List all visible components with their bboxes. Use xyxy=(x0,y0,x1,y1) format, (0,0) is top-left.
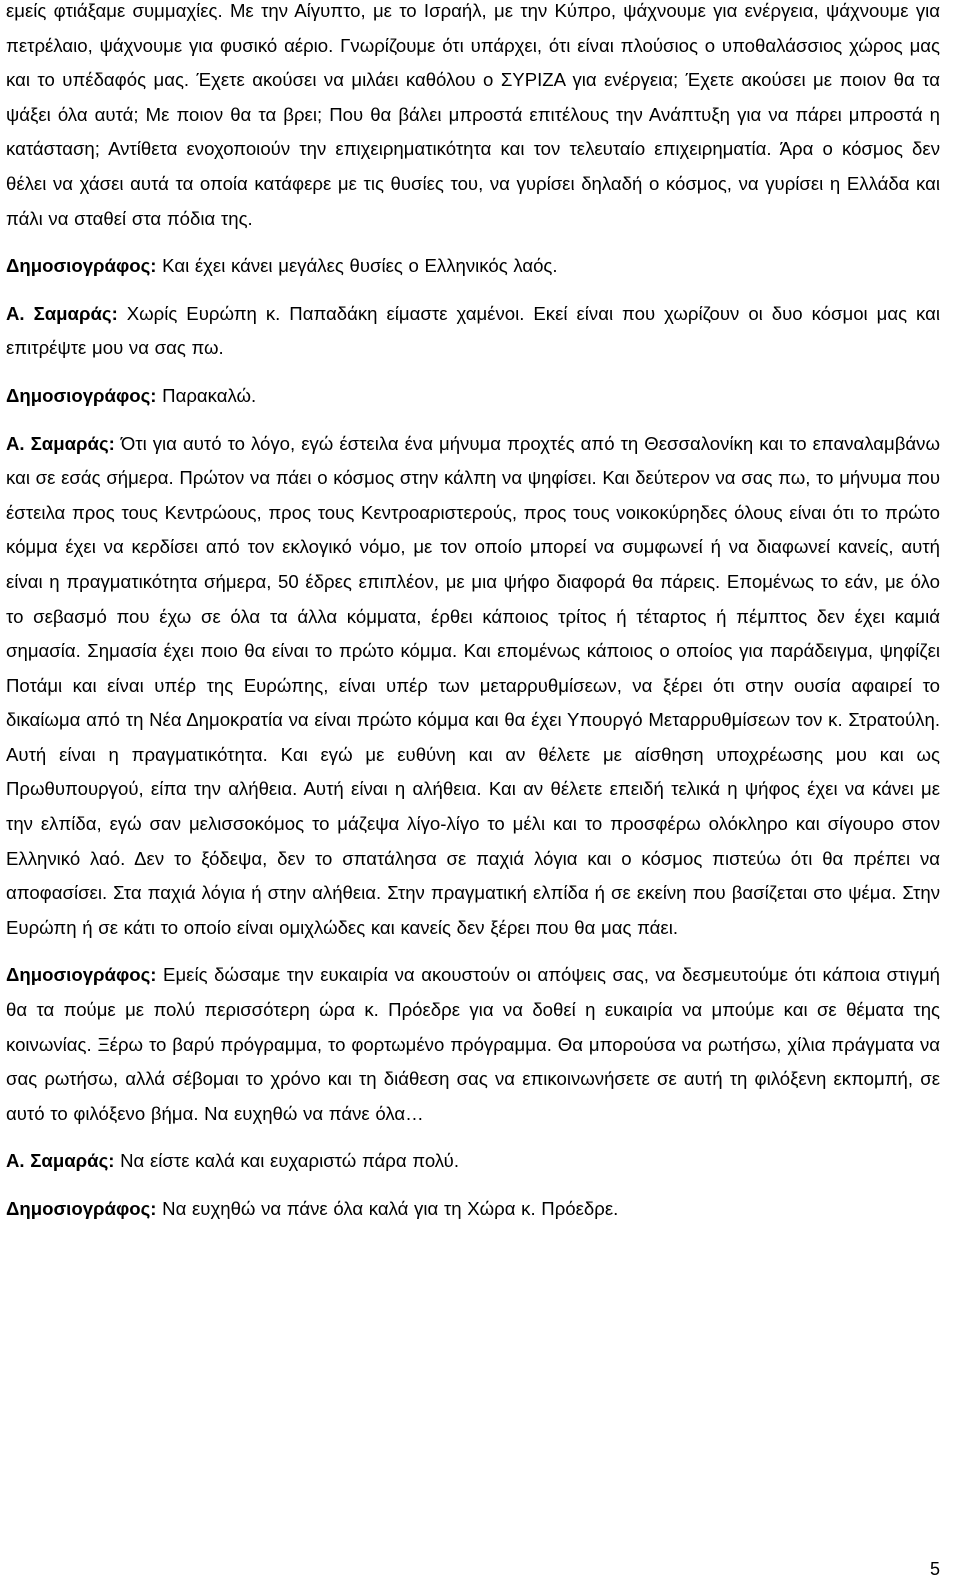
speaker-label: Α. Σαμαράς: xyxy=(6,1150,115,1172)
paragraph-journalist xyxy=(6,249,940,284)
paragraph-text: Παρακαλώ. xyxy=(156,384,257,406)
speaker-label: Δημοσιογράφος: xyxy=(6,255,157,277)
paragraph-text: Ότι για αυτό το λόγο, εγώ έστειλα ένα μήνυμα προχτές από τη Θεσσαλονίκη και το επαναλαμβάνω και σε εσάς σήμερα. Πρώτον να πάει ο κόσμος στην κάλπη να ψηφίσει. Και δεύτερον να σας πω, το μήνυμα που έστειλα προς τους Κεντρώους, προς τους Κεντροαριστερούς, προς τους νοικοκύρηδες όλους είναι ότι το πρώτο κόμμα έχει να κερδίσει από τον εκλογικό νόμο, με τον οποίο μπορεί να συμφωνεί ή να διαφωνεί κανείς, αυτή είναι η πραγματικότητα σήμερα, 50 έδρες επιπλέον, με μια ψήφο διαφορά θα πάρεις. Επομένως το εάν, με όλο το σεβασμό που έχω σε όλα τα άλλα κόμματα, έρθει κάποιος τρίτος ή τέταρτος ή πέμπτος δεν έχει καμιά σημασία. Σημασία έχει ποιο θα είναι το πρώτο κόμμα. Και επομένως κάποιος ο οποίος για παράδειγμα, ψηφίζει Ποτάμι και είναι υπέρ της Ευρώπης, είναι υπέρ των μεταρρυθμίσεων, να ξέρει ότι στην ουσία αφαιρεί το δικαίωμα από τη Νέα Δημοκρατία να είναι πρώτο κόμμα και θα έχει Υπουργό Μεταρρυθμίσεων τον κ. Στρατούλη. Αυτή είναι η πραγματικότητα. Και εγώ με ευθύνη και αν θέλετε με αίσθηση υποχρέωσης μου και ως Πρωθυπουργού, είπα την αλήθεια. Αυτή είναι η αλήθεια. Και αν θέλετε επειδή τελικά η ψήφος έχει να κάνει με την ελπίδα, εγώ σαν μελισσοκόμος το μάζεψα λίγο-λίγο το μέλι και το προσφέρω ολόκληρο και σίγουρο στον Ελληνικό λαό. Δεν το ξόδεψα, δεν το σπατάλησα σε παχιά λόγια και ο κόσμος πιστεύω ότι θα πρέπει να αποφασίσει. Στα παχιά λόγια ή στην αλήθεια. Στην πραγματική ελπίδα ή σε εκείνη που βασίζεται στο ψέμα. Στην Ευρώπη ή σε κάτι το οποίο είναι ομιχλώδες και κανείς δεν ξέρει που θα μας πάει. xyxy=(6,432,940,938)
speaker-label: Δημοσιογράφος: xyxy=(6,384,157,406)
speaker-label: Δημοσιογράφος: xyxy=(6,964,157,986)
speaker-label: Δημοσιογράφος: xyxy=(6,1198,157,1219)
paragraph-journalist xyxy=(6,1192,940,1227)
paragraph-text: εμείς φτιάξαμε συμμαχίες. Με την Αίγυπτο, με το Ισραήλ, με την Κύπρο, ψάχνουμε για ενέργεια, ψάχνουμε για πετρέλαιο, ψάχνουμε για φυσικό αέριο. Γνωρίζουμε ότι υπάρχει, ότι είναι πλούσιος ο υποθαλάσσιος χώρος μας και το υπέδαφός μας. Έχετε ακούσει να μιλάει καθόλου ο ΣΥΡΙΖΑ για ενέργεια; Έχετε ακούσει με ποιον θα τα ψάξει όλα αυτά; Με ποιον θα τα βρει; Που θα βάλει μπροστά επιτέλους την Ανάπτυξη για να πάρει μπροστά η κατάσταση; Αντίθετα ενοχοποιούν την επιχειρηματικότητα και τον τελευταίο επιχειρηματία. Άρα ο κόσμος δεν θέλει να χάσει αυτά τα οποία κατάφερε με τις θυσίες του, να γυρίσει δηλαδή ο κόσμος, να γυρίσει η Ελλάδα και πάλι να σταθεί στα πόδια της. xyxy=(6,0,940,229)
paragraph-intro xyxy=(6,0,940,236)
speaker-label: Α. Σαμαράς: xyxy=(6,432,115,454)
document-body xyxy=(6,0,940,1227)
page-number: 5 xyxy=(929,1559,940,1579)
paragraph-samaras xyxy=(6,297,940,366)
paragraph-journalist xyxy=(6,379,940,414)
paragraph-text: Να ευχηθώ να πάνε όλα καλά για τη Χώρα κ. Πρόεδρε. xyxy=(156,1198,619,1219)
paragraph-samaras xyxy=(6,1144,940,1179)
paragraph-text: Εμείς δώσαμε την ευκαιρία να ακουστούν οι απόψεις σας, να δεσμευτούμε ότι κάποια στιγμή θα τα πούμε με πολύ περισσότερη ώρα κ. Πρόεδρε για να δοθεί η ευκαιρία να μπούμε και σε θέματα της κοινωνίας. Ξέρω το βαρύ πρόγραμμα, το φορτωμένο πρόγραμμα. Θα μπορούσα να ρωτήσω, χίλια πράγματα να σας ρωτήσω, αλλά σέβομαι το χρόνο και τη διάθεση σας να επικοινωνήσετε σε αυτή τη φιλόξενη εκπομπή, σε αυτό το φιλόξενο βήμα. Να ευχηθώ να πάνε όλα… xyxy=(6,964,940,1124)
paragraph-samaras xyxy=(6,427,940,946)
paragraph-journalist xyxy=(6,958,940,1131)
speaker-label: Α. Σαμαράς: xyxy=(6,302,118,324)
paragraph-text: Να είστε καλά και ευχαριστώ πάρα πολύ. xyxy=(114,1150,459,1172)
paragraph-text: Χωρίς Ευρώπη κ. Παπαδάκη είμαστε χαμένοι. Εκεί είναι που χωρίζουν οι δυο κόσμοι μας και επιτρέψτε μου να σας πω. xyxy=(6,302,941,359)
paragraph-text: Και έχει κάνει μεγάλες θυσίες ο Ελληνικός λαός. xyxy=(156,255,558,277)
